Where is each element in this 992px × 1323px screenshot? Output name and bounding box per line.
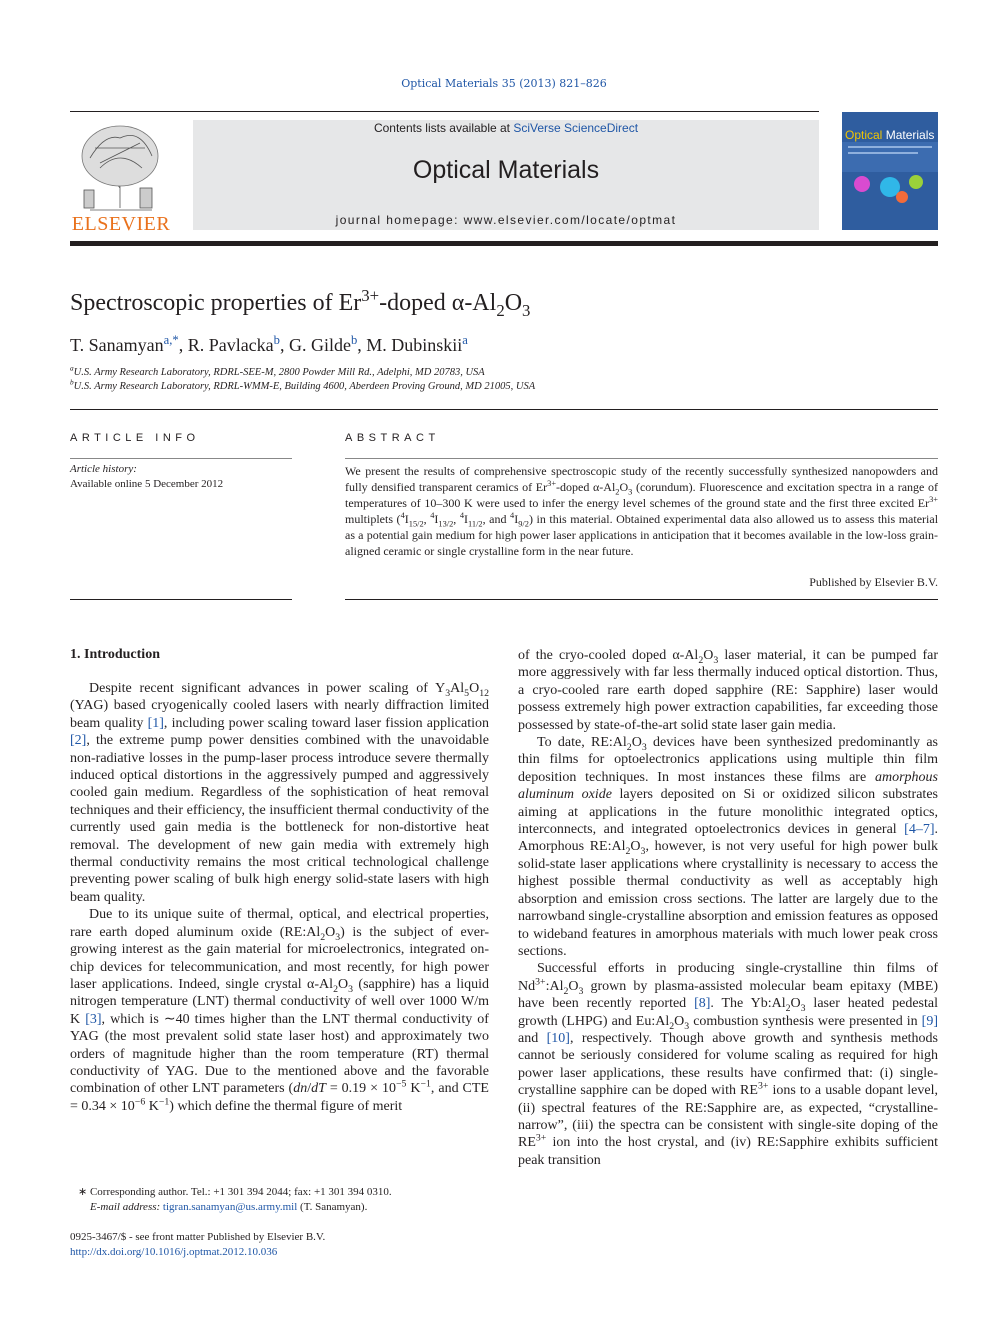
body-column-right: [518, 647, 938, 1169]
title-part: -doped α-Al: [379, 290, 497, 316]
author: G. Gilde: [288, 335, 351, 355]
issn-line: 0925-3467/$ - see front matter Published by Elsevier B.V.: [70, 1231, 326, 1243]
author: M. Dubinskii: [366, 335, 463, 355]
homepage-url[interactable]: www.elsevier.com/locate/optmat: [463, 213, 677, 227]
abstract-heading: ABSTRACT: [345, 432, 440, 444]
journal-homepage: [193, 213, 819, 227]
footnote-corresponding: ∗ Corresponding author. Tel.: +1 301 394 2044; fax: +1 301 394 0310.: [78, 1186, 392, 1198]
article-info-bottom-rule: [70, 599, 292, 600]
affiliation-text: U.S. Army Research Laboratory, RDRL-WMM-E, Building 4600, Aberdeen Proving Ground, MD 21005, USA: [73, 381, 536, 392]
affiliation-label: a: [70, 363, 74, 373]
affiliation-rule: [70, 409, 938, 410]
email-link[interactable]: tigran.sanamyan@us.army.mil: [162, 1201, 298, 1213]
affiliation-text: U.S. Army Research Laboratory, RDRL-SEE-M, 2800 Powder Mill Rd., Adelphi, MD 20783, USA: [73, 367, 485, 378]
paragraph: Successful efforts in producing single-crystalline thin films of $Nd^{3+}:Al_2O_3$ grown by plasma-assisted molecular beam epitaxy (MBE) have been recently reported [8]. The $Yb:Al_2O_3$ laser heated pedestal growth (LHPG) and $Eu:Al_2O_3$ combustion synthesis were presented in [9] and [10], respectively. Though above growth and synthesis methods cannot be seriously considered for volume scaling as required for high power laser applications, these results have confirmed that: (i) single-crystalline sapphire can be doped with $RE^{3+}$ ions to a usable dopant level, (ii) spectral features of the RE:Sapphire are, as expected, “crystalline-narrow”, (iii) the spectra can be consistent with single-site doping of the $RE^{3+}$ ion into the host crystal, and (iv) RE:Sapphire exhibits sufficient peak transition: [518, 961, 939, 1168]
author: R. Pavlacka: [187, 335, 274, 355]
article-info-heading: ARTICLE INFO: [70, 432, 200, 444]
citation-link[interactable]: [9]: [921, 1013, 938, 1029]
citation-link[interactable]: [2]: [70, 733, 87, 749]
cover-title-materials: Materials: [882, 128, 935, 142]
citation-link[interactable]: [3]: [85, 1011, 102, 1027]
paragraph: of the cryo-cooled doped $\alpha-Al_2O_3$ laser material, it can be pumped far more aggressively with far less thermally induced optical distortion. Thus, a cryo-cooled rare earth doped sapphire (RE: Sapphire) laser would possess extremely high power extraction capabilities, far exceeding those possessed by state-of-the-art solid state laser gain media.: [518, 648, 938, 733]
affiliation-a: [70, 363, 485, 378]
homepage-prefix: journal homepage:: [335, 213, 464, 227]
bottom-meta: [70, 1230, 325, 1260]
history-label: Article history:: [70, 463, 137, 475]
article-title: [70, 286, 531, 320]
published-by: Published by Elsevier B.V.: [809, 575, 938, 589]
author-affil-link[interactable]: b: [350, 333, 358, 347]
author-affil-link[interactable]: a: [462, 333, 468, 347]
paragraph: Despite recent significant advances in power scaling of $Y_3Al_5O_{12}$ (YAG) based cryogenically cooled lasers with nearly diffraction limited beam quality [1], including power scaling toward laser fission application [2], the extreme pump power densities combined with the unavoidable non-radiative losses in the pump-laser process introduce severe thermally induced optical distortions in the aggressively pumped and aggressively cooled gain medium. Regardless of the sophistication of heat removal techniques and their efficiency, the insufficient thermal conductivity of the currently used gain media is the bottleneck for non-distortive heat removal. The development of new gain media with extremely high thermal conductivity remains the most critical technological challenge preventing power scaling of bulk high energy solid-state lasers with high beam quality.: [70, 681, 489, 905]
abstract-part: We present the results of comprehensive spectroscopic study of the recently successfully synthesized nanopowders and fully densified transparent ceramics of Er: [345, 464, 938, 494]
footnote-email: [70, 1200, 489, 1215]
sup: 3+: [929, 495, 938, 504]
author-list: T. Sanamyan$^{a,*}$, R. Pavlacka$^b$, G. Gilde$^b$, M. Dubinskii$^a$: [70, 333, 468, 355]
journal-reference[interactable]: Optical Materials 35 (2013) 821–826: [401, 77, 607, 90]
title-part: O: [504, 290, 523, 316]
author: T. Sanamyan: [70, 335, 164, 355]
corresponding-text: Corresponding author. Tel.: +1 301 394 2044; fax: +1 301 394 0310.: [89, 1186, 392, 1198]
email-suffix: (T. Sanamyan).: [297, 1201, 368, 1213]
abstract-body: We present the results of comprehensive spectroscopic study of the recently successfully synthesized nanopowders and fully densified transparent ceramics of $Er^{3+}$-doped $\alpha-Al_2O_3$ (corundum). Fluorescence and excitation spectra in a range of temperatures of 10–300 K were used to infer the energy level schemes of the ground state and the first three excited $Er^{3+}$ multiplets ($^4I_{15/2}$, $^4I_{13/2}$, $^4I_{11/2}$, and $^4I_{9/2}$) in this material. Obtained experimental data also allowed us to assess this material as a potential gain medium for high power laser applications in anticipation that it becomes available in the low-loss grain-aligned ceramic or single crystalline form in the near future.: [345, 464, 939, 558]
article-info-rule: [70, 458, 292, 459]
elsevier-wordmark: ELSEVIER: [71, 213, 171, 235]
sub: 2: [615, 487, 620, 497]
top-rule: [70, 111, 819, 112]
title-sub: 2: [496, 300, 505, 320]
body-column-left: [70, 680, 489, 1115]
paragraph: Due to its unique suite of thermal, optical, and electrical properties, rare earth doped aluminum oxide $(RE:Al_2O_3)$ is the subject of ever-growing interest as the gain material for microelectronics, integrated on-chip devices for telecommunication, and most recently, for high power laser applications. Indeed, single crystal $\alpha-Al_2O_3$ (sapphire) has a liquid nitrogen temperature (LNT) thermal conductivity of well over 1000 W/m K [3], which is ∼40 times higher than the LNT thermal conductivity of YAG (the most prevalent solid state laser host) and approximately two orders of magnitude higher than the room temperature (RT) thermal conductivity of YAG. Due to the mentioned above and the favorable combination of other LNT parameters ($dn/dT = 0.19 \times 10^{-5}$ $K^{-1}$, and CTE = $0.34 \times 10^{-6}$ $K^{-1}$) which define the thermal figure of merit: [70, 907, 490, 1114]
doi-link[interactable]: http://dx.doi.org/10.1016/j.optmat.2012.10.036: [70, 1246, 278, 1258]
affiliation-b: [70, 377, 536, 392]
title-part: Spectroscopic properties of Er: [70, 290, 362, 316]
cover-title-optical: Optical: [845, 128, 883, 142]
abstract-part: (corundum). Fluorescence and excitation spectra in a range of temperatures of 10–300 K were used to infer the energy level schemes of the ground state and the first three excited Er: [345, 480, 938, 510]
title-sup: 3+: [361, 286, 380, 305]
abstract-part: multiplets (: [345, 512, 401, 526]
contents-prefix: Contents lists available at: [373, 121, 514, 135]
author-affil-link[interactable]: b: [273, 333, 280, 347]
sup: 3+: [547, 479, 557, 488]
author-affil-link[interactable]: a,*: [163, 333, 179, 347]
affiliation-label: b: [70, 377, 74, 387]
citation-link[interactable]: [4–7]: [904, 822, 935, 838]
citation-link[interactable]: [8]: [694, 996, 711, 1012]
citation-link[interactable]: [1]: [147, 715, 164, 731]
abstract-rule: [345, 458, 938, 459]
section-heading-introduction: 1. Introduction: [70, 647, 160, 662]
sub: 3: [628, 487, 633, 497]
footnote: [70, 1185, 489, 1215]
abstract-part: -doped α-Al: [556, 480, 616, 494]
contents-line: [193, 121, 819, 135]
email-label: E-mail address:: [90, 1201, 161, 1213]
abstract-part: ) in this material. Obtained experimental data also allowed us to assess this material as a potential gain medium for high power laser applications in anticipation that it becomes available in the low-loss grain-aligned ceramic or single crystalline form in the near future.: [345, 512, 939, 558]
sciencedirect-link[interactable]: SciVerse ScienceDirect: [513, 121, 639, 135]
journal-title: Optical Materials: [412, 156, 600, 184]
cover-title: [845, 128, 934, 142]
abstract-bottom-rule: [345, 599, 938, 600]
citation-link[interactable]: [10]: [546, 1030, 570, 1046]
header-thick-rule: [70, 241, 938, 246]
paragraph: To date, $RE:Al_2O_3$ devices have been synthesized predominantly as thin films for optoelectronics applications using multiple thin film deposition techniques. In most instances these films are amorphous aluminum oxide layers deposited on Si or oxidized silicon substrates aiming at applications in the future monolithic integrated optics, interconnects, and integrated optoelectronics devices in general [4–7]. Amorphous $RE:Al_2O_3$, however, is not very useful for high power bulk solid-state laser applications where crystallinity is necessary to access the highest possible thermal conductivity as well as acceptably high absorption and emission cross sections. The latter are largely due to the narrowband single-crystalline absorption and emission features as opposed to wideband features in amorphous materials with much lower peak cross sections.: [518, 735, 939, 959]
title-sub: 3: [522, 300, 531, 320]
history-value: Available online 5 December 2012: [70, 478, 224, 490]
